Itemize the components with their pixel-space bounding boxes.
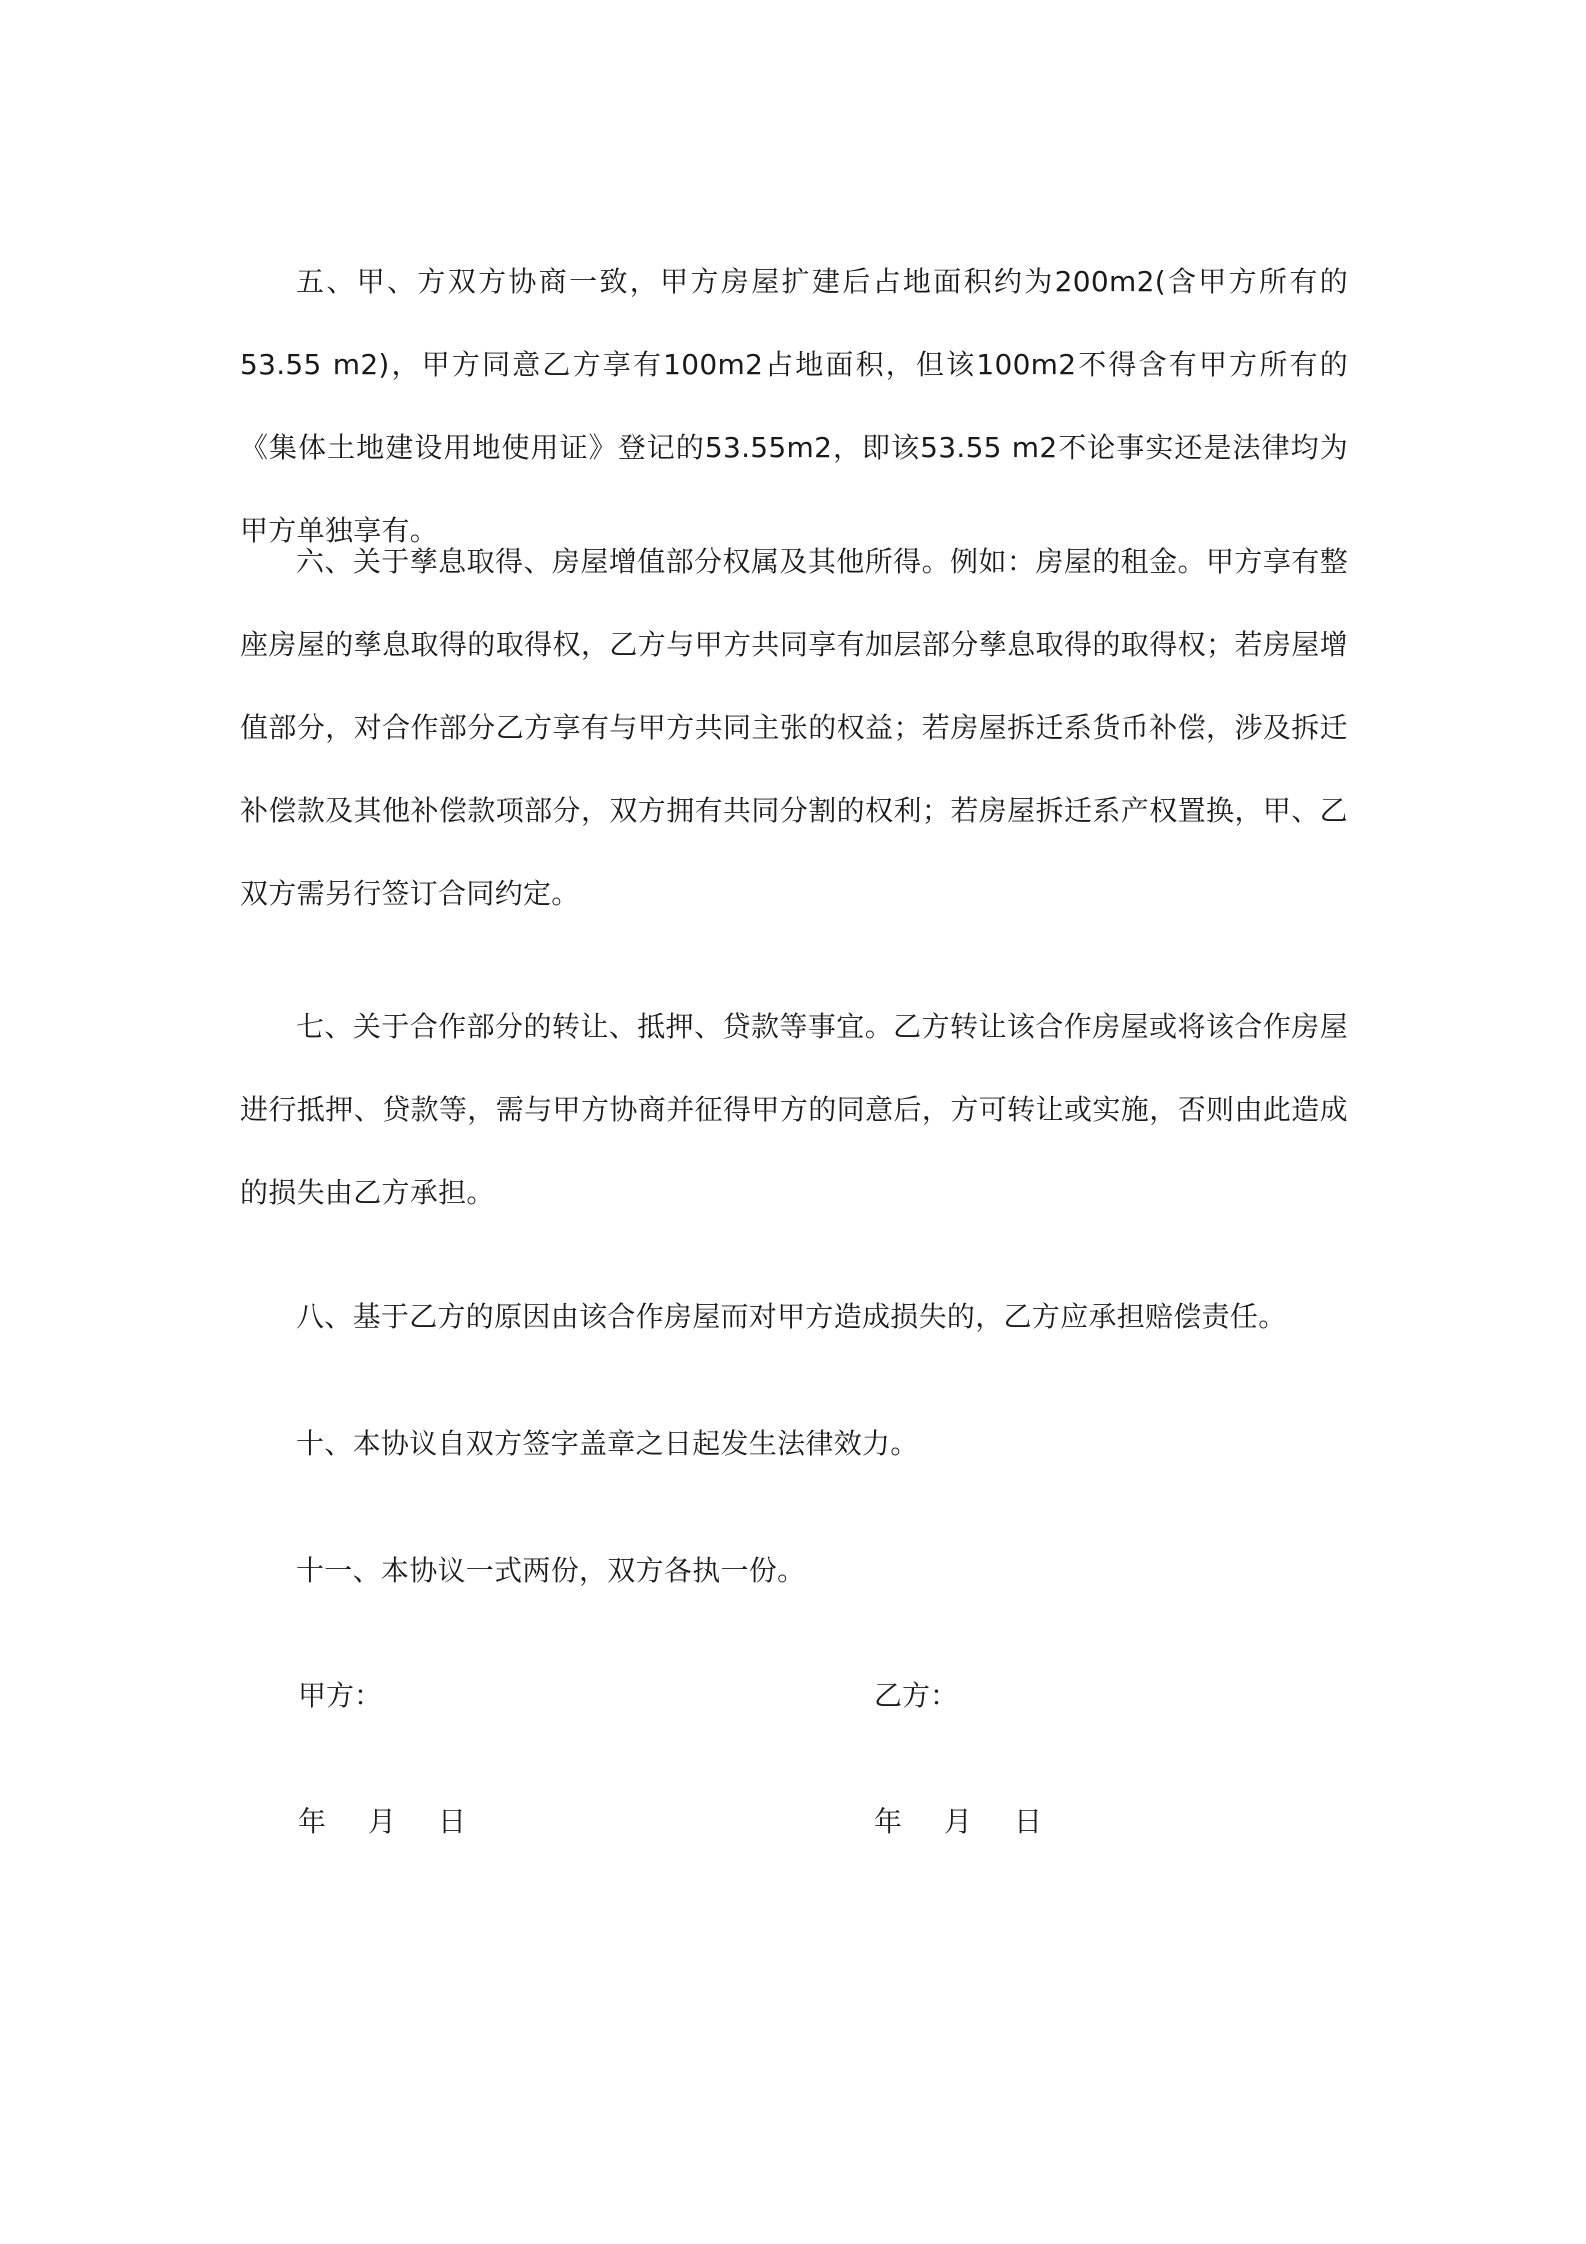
- clause-ten: 十、本协议自双方签字盖章之日起发生法律效力。: [296, 1427, 919, 1460]
- clause-six: 六、关于孳息取得、房屋增值部分权属及其他所得。例如：房屋的租金。甲方享有整座房屋的孳息取得的取得权，乙方与甲方共同享有加层部分孳息取得的取得权；若房屋增值部分，对合作部分乙方享有与甲方共同主张的权益；若房屋拆迁系货币补偿，涉及拆迁补偿款及其他补偿款项部分，双方拥有共同分割的权利；若房屋拆迁系产权置换，甲、乙双方需另行签订合同约定。: [240, 545, 1348, 910]
- clause-eight: 八、基于乙方的原因由该合作房屋而对甲方造成损失的，乙方应承担赔偿责任。: [296, 1300, 1287, 1333]
- date-year: 年: [298, 1805, 327, 1838]
- date-day: 日: [438, 1805, 467, 1838]
- party-b-date: [874, 1802, 1042, 1842]
- party-a-label: 甲方：: [298, 1679, 383, 1712]
- date-month: 月: [944, 1805, 973, 1838]
- party-b-label: 乙方：: [874, 1679, 959, 1712]
- date-month: 月: [368, 1805, 397, 1838]
- date-day: 日: [1014, 1805, 1043, 1838]
- party-a-date: [298, 1802, 466, 1842]
- clause-seven: 七、关于合作部分的转让、抵押、贷款等事宜。乙方转让该合作房屋或将该合作房屋进行抵押、贷款等，需与甲方协商并征得甲方的同意后，方可转让或实施，否则由此造成的损失由乙方承担。: [240, 1010, 1348, 1209]
- clause-five: 五、甲、方双方协商一致，甲方房屋扩建后占地面积约为200m2(含甲方所有的53.55 m2)，甲方同意乙方享有100m2占地面积，但该100m2不得含有甲方所有的《集体土地建设用地使用证》登记的53.55m2，即该53.55 m2不论事实还是法律均为甲方单独享有。: [240, 265, 1348, 547]
- clause-eleven: 十一、本协议一式两份，双方各执一份。: [296, 1554, 806, 1587]
- date-year: 年: [874, 1805, 903, 1838]
